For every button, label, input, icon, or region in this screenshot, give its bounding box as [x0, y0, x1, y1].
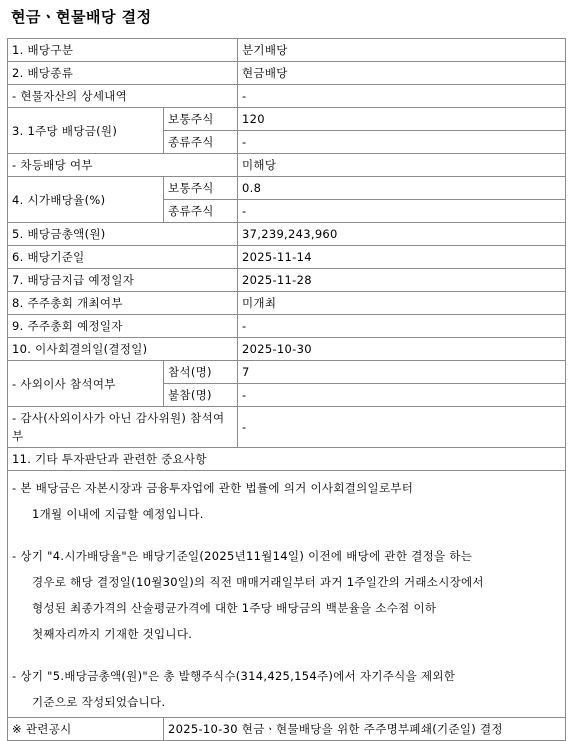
table-row	[8, 718, 566, 741]
row-value: 현금배당	[238, 62, 566, 85]
table-row	[8, 407, 566, 448]
related-value: 2025-10-30 현금ㆍ현물배당을 위한 주주명부폐쇄(기준일) 결정	[164, 718, 566, 741]
note-line: 첫째자리까지 기재한 것입니다.	[32, 627, 193, 641]
table-row	[8, 223, 566, 246]
table-row	[8, 471, 566, 718]
disclosure-table	[7, 38, 566, 741]
row-label: 8. 주주총회 개최여부	[8, 292, 238, 315]
table-row	[8, 177, 566, 200]
row-sublabel: 종류주식	[164, 131, 238, 154]
row-value: -	[238, 407, 566, 448]
row-label: 9. 주주총회 예정일자	[8, 315, 238, 338]
row-value: 7	[238, 361, 566, 384]
row-value: -	[238, 384, 566, 407]
table-row	[8, 338, 566, 361]
row-label: - 현물자산의 상세내역	[8, 85, 238, 108]
row-label: 2. 배당종류	[8, 62, 238, 85]
table-row	[8, 39, 566, 62]
row-value: 2025-11-28	[238, 269, 566, 292]
table-row	[8, 85, 566, 108]
row-sublabel: 보통주식	[164, 177, 238, 200]
table-row	[8, 246, 566, 269]
table-row	[8, 108, 566, 131]
note-line: 경우로 해당 결정일(10월30일)의 직전 매매거래일부터 과거 1주일간의 거래소시장에서	[32, 575, 484, 589]
row-value: -	[238, 85, 566, 108]
row-sublabel: 불참(명)	[164, 384, 238, 407]
row-label: 6. 배당기준일	[8, 246, 238, 269]
row-label: 10. 이사회결의일(결정일)	[8, 338, 238, 361]
page-title: 현금ㆍ현물배당 결정	[11, 8, 152, 26]
row-label: - 사외이사 참석여부	[8, 361, 164, 407]
note-line: 기준으로 작성되었습니다.	[32, 695, 166, 709]
table-row	[8, 154, 566, 177]
row-value: -	[238, 200, 566, 223]
table-row	[8, 292, 566, 315]
note-line: 형성된 최종가격의 산술평균가격에 대한 1주당 배당금의 백분율을 소수점 이하	[32, 601, 437, 615]
row-sublabel: 참석(명)	[164, 361, 238, 384]
row-label: - 감사(사외이사가 아닌 감사위원) 참석여부	[8, 407, 238, 448]
note-line: - 본 배당금은 자본시장과 금융투자업에 관한 법률에 의거 이사회결의일로부터	[12, 481, 414, 495]
table-row	[8, 269, 566, 292]
row-value: -	[238, 315, 566, 338]
row-label: 7. 배당금지급 예정일자	[8, 269, 238, 292]
row-sublabel: 보통주식	[164, 108, 238, 131]
table-row	[8, 315, 566, 338]
table-row	[8, 62, 566, 85]
row-value: 37,239,243,960	[238, 223, 566, 246]
table-row	[8, 361, 566, 384]
note-line: - 상기 "4.시가배당율"은 배당기준일(2025년11월14일) 이전에 배당에 관한 결정을 하는	[12, 549, 473, 563]
row-label: - 차등배당 여부	[8, 154, 238, 177]
row-value: 2025-10-30	[238, 338, 566, 361]
row-value: 미개최	[238, 292, 566, 315]
row-label: 11. 기타 투자판단과 관련한 중요사항	[8, 448, 566, 471]
row-value: 0.8	[238, 177, 566, 200]
note-spacer	[12, 527, 559, 543]
note-line: - 상기 "5.배당금총액(원)"은 총 발행주식수(314,425,154주)에서 자기주식을 제외한	[12, 669, 456, 683]
row-value: 미해당	[238, 154, 566, 177]
row-label: 1. 배당구분	[8, 39, 238, 62]
row-value: 분기배당	[238, 39, 566, 62]
row-value: 2025-11-14	[238, 246, 566, 269]
row-label: 3. 1주당 배당금(원)	[8, 108, 164, 154]
note-line: 1개월 이내에 지급할 예정입니다.	[32, 507, 204, 521]
row-label: 4. 시가배당율(%)	[8, 177, 164, 223]
related-label: ※ 관련공시	[8, 718, 164, 741]
notes-cell	[8, 471, 566, 718]
row-value: -	[238, 131, 566, 154]
table-row	[8, 448, 566, 471]
row-value: 120	[238, 108, 566, 131]
row-label: 5. 배당금총액(원)	[8, 223, 238, 246]
note-spacer	[12, 647, 559, 663]
row-sublabel: 종류주식	[164, 200, 238, 223]
